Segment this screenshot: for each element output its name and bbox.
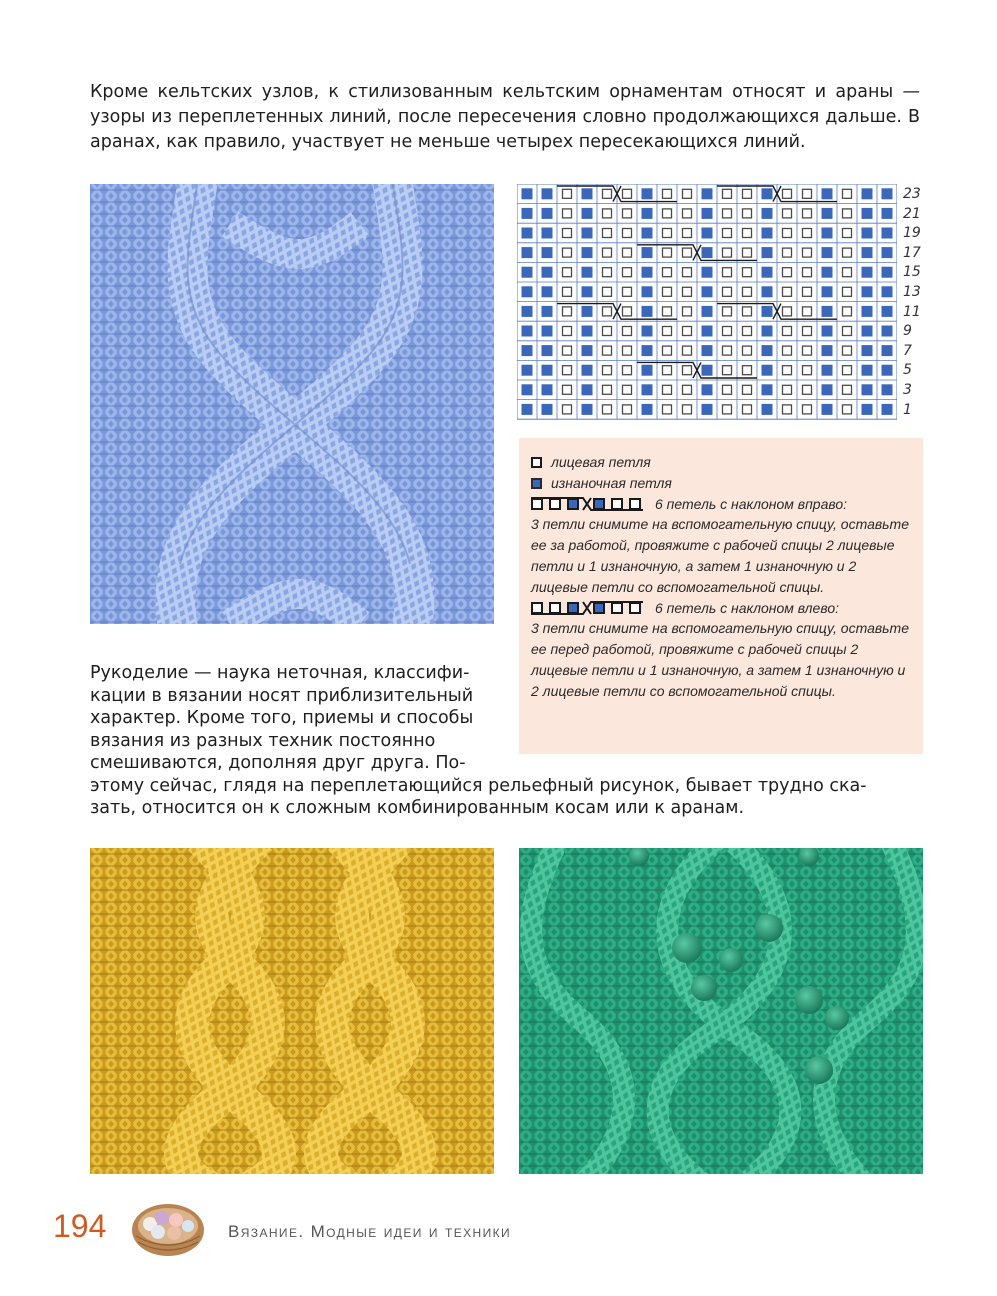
- chart-purl-cell: [822, 384, 833, 395]
- yellow-cable-knit-photo: [90, 848, 494, 1174]
- chart-purl-cell: [862, 365, 873, 376]
- chart-purl-cell: [642, 326, 653, 337]
- chart-purl-cell: [542, 326, 553, 337]
- chart-knit-cell: [563, 346, 572, 355]
- chart-purl-cell: [522, 188, 533, 199]
- chart-purl-cell: [642, 404, 653, 415]
- chart-purl-cell: [542, 306, 553, 317]
- chart-knit-cell: [843, 307, 852, 316]
- chart-purl-cell: [542, 404, 553, 415]
- chart-knit-cell: [623, 366, 632, 375]
- chart-knit-cell: [663, 268, 672, 277]
- chart-knit-cell: [603, 209, 612, 218]
- chart-knit-cell: [683, 366, 692, 375]
- chart-knit-cell: [623, 405, 632, 414]
- chart-purl-cell: [702, 188, 713, 199]
- chart-knit-cell: [683, 287, 692, 296]
- chart-purl-cell: [862, 247, 873, 258]
- chart-knit-cell: [563, 209, 572, 218]
- intro-paragraph: Кроме кельтских узлов, к стилизованным кельтским орнаментам относят и араны — узоры из переплетенных линий, после пересечения словно продолжающихся дальше. В аранах, как правило, участвует не меньше четырех пересекающихся линий.: [90, 82, 920, 152]
- chart-purl-cell: [702, 228, 713, 239]
- chart-knit-cell: [843, 327, 852, 336]
- chart-knit-cell: [723, 229, 732, 238]
- chart-knit-cell: [723, 327, 732, 336]
- chart-row-number: 21: [903, 205, 921, 222]
- chart-knit-cell: [743, 366, 752, 375]
- chart-knit-cell: [743, 209, 752, 218]
- chart-purl-cell: [862, 188, 873, 199]
- blue-aran-knit-photo: [90, 184, 494, 624]
- chart-purl-cell: [762, 267, 773, 278]
- chart-knit-cell: [723, 346, 732, 355]
- chart-purl-cell: [862, 345, 873, 356]
- chart-knit-cell: [603, 189, 612, 198]
- chart-knit-cell: [783, 248, 792, 257]
- chart-purl-cell: [882, 384, 893, 395]
- chart-knit-cell: [663, 229, 672, 238]
- chart-purl-cell: [642, 306, 653, 317]
- chart-purl-cell: [762, 228, 773, 239]
- chart-knit-cell: [743, 229, 752, 238]
- chart-knit-cell: [603, 248, 612, 257]
- chart-knit-cell: [783, 189, 792, 198]
- page-number: 194: [53, 1208, 107, 1244]
- chart-purl-cell: [862, 267, 873, 278]
- chart-knit-cell: [563, 307, 572, 316]
- chart-knit-cell: [723, 209, 732, 218]
- chart-knit-cell: [783, 268, 792, 277]
- chart-knit-cell: [683, 327, 692, 336]
- chart-knit-cell: [843, 385, 852, 394]
- chart-purl-cell: [862, 404, 873, 415]
- chart-knit-cell: [563, 405, 572, 414]
- chart-purl-cell: [582, 228, 593, 239]
- chart-row-number: 17: [903, 244, 921, 261]
- chart-row-number: 13: [903, 284, 921, 300]
- chart-purl-cell: [882, 228, 893, 239]
- chart-purl-cell: [642, 228, 653, 239]
- chart-purl-cell: [762, 345, 773, 356]
- chart-purl-cell: [702, 208, 713, 219]
- chart-purl-cell: [822, 188, 833, 199]
- chart-knit-cell: [683, 229, 692, 238]
- chart-purl-cell: [882, 267, 893, 278]
- right-cross-description: 3 петли снимите на вспомогательную спицу, оставьте ее за работой, провяжите с рабочей спицы 2 лицевые петли и 1 изнаночную, а затем 1 изнаночную и 2 лицевые петли со вспомогательной спицы.: [531, 516, 909, 595]
- chart-knit-cell: [663, 405, 672, 414]
- chart-knit-cell: [563, 366, 572, 375]
- chart-knit-cell: [783, 307, 792, 316]
- chart-knit-cell: [623, 229, 632, 238]
- chart-purl-cell: [582, 365, 593, 376]
- left-cross-label: 6 петель с наклоном влево:: [655, 599, 839, 616]
- chart-purl-cell: [882, 247, 893, 258]
- chart-purl-cell: [582, 247, 593, 258]
- chart-knit-cell: [803, 229, 812, 238]
- chart-purl-cell: [762, 286, 773, 297]
- chart-row-number: 5: [903, 362, 912, 379]
- chart-row-number: 9: [903, 323, 912, 340]
- body-line: кации в вязании носят приблизительный: [90, 685, 474, 706]
- chart-grid: [517, 184, 897, 420]
- chart-knit-cell: [803, 209, 812, 218]
- chart-purl-cell: [522, 306, 533, 317]
- chart-knit-cell: [563, 189, 572, 198]
- chart-knit-cell: [603, 287, 612, 296]
- chart-knit-cell: [783, 209, 792, 218]
- chart-knit-cell: [623, 248, 632, 257]
- chart-purl-cell: [702, 345, 713, 356]
- chart-purl-cell: [702, 404, 713, 415]
- chart-knit-cell: [563, 385, 572, 394]
- chart-purl-cell: [702, 306, 713, 317]
- chart-purl-cell: [522, 208, 533, 219]
- chart-knit-cell: [743, 405, 752, 414]
- chart-purl-cell: [522, 384, 533, 395]
- chart-knit-cell: [603, 405, 612, 414]
- knit-stitch-symbol-icon: [531, 457, 542, 468]
- chart-row-number: 15: [903, 264, 921, 281]
- chart-purl-cell: [702, 365, 713, 376]
- chart-purl-cell: [522, 326, 533, 337]
- chart-purl-cell: [542, 267, 553, 278]
- chart-knit-cell: [623, 327, 632, 336]
- chart-purl-cell: [702, 326, 713, 337]
- chart-knit-cell: [843, 189, 852, 198]
- chart-purl-cell: [762, 365, 773, 376]
- chart-purl-cell: [542, 228, 553, 239]
- left-cross-symbol-icon: [531, 601, 643, 615]
- body-line: этому сейчас, глядя на переплетающийся рельефный рисунок, бывает трудно ска-: [90, 775, 867, 796]
- chart-knit-cell: [603, 268, 612, 277]
- chart-purl-cell: [822, 208, 833, 219]
- chart-purl-cell: [822, 247, 833, 258]
- chart-row-number: 1: [903, 401, 912, 418]
- chart-purl-cell: [642, 286, 653, 297]
- chart-knit-cell: [623, 209, 632, 218]
- chart-purl-cell: [702, 384, 713, 395]
- chart-purl-cell: [762, 306, 773, 317]
- purl-label: изнаночная петля: [551, 474, 672, 491]
- chart-knit-cell: [783, 346, 792, 355]
- chart-knit-cell: [563, 268, 572, 277]
- chart-knit-cell: [803, 189, 812, 198]
- chart-purl-cell: [522, 247, 533, 258]
- chart-knit-cell: [663, 287, 672, 296]
- chart-purl-cell: [542, 365, 553, 376]
- body-line: характер. Кроме того, приемы и способы: [90, 708, 474, 728]
- chart-knit-cell: [623, 385, 632, 394]
- chart-purl-cell: [642, 247, 653, 258]
- chart-knit-cell: [623, 268, 632, 277]
- chart-knit-cell: [803, 268, 812, 277]
- chart-purl-cell: [642, 267, 653, 278]
- chart-knit-cell: [783, 405, 792, 414]
- chart-knit-cell: [623, 287, 632, 296]
- chart-purl-cell: [642, 384, 653, 395]
- chart-knit-cell: [563, 327, 572, 336]
- chart-purl-cell: [702, 267, 713, 278]
- chart-knit-cell: [743, 327, 752, 336]
- chart-purl-cell: [822, 345, 833, 356]
- right-cross-symbol-icon: [531, 497, 643, 511]
- chart-knit-cell: [843, 366, 852, 375]
- chart-purl-cell: [882, 365, 893, 376]
- chart-purl-cell: [882, 208, 893, 219]
- chart-purl-cell: [862, 208, 873, 219]
- chart-purl-cell: [582, 267, 593, 278]
- chart-knit-cell: [743, 189, 752, 198]
- chart-purl-cell: [582, 286, 593, 297]
- legend-left-cross: [531, 598, 913, 619]
- green-bobble-aran-photo: [519, 848, 923, 1174]
- chart-purl-cell: [522, 404, 533, 415]
- chart-knit-cell: [743, 346, 752, 355]
- chart-purl-cell: [542, 247, 553, 258]
- chart-knit-cell: [803, 385, 812, 394]
- chart-purl-cell: [522, 228, 533, 239]
- chart-row-number: 23: [903, 186, 921, 202]
- chart-knit-cell: [683, 385, 692, 394]
- chart-knit-cell: [683, 189, 692, 198]
- chart-purl-cell: [522, 267, 533, 278]
- chart-purl-cell: [642, 365, 653, 376]
- chart-knit-cell: [843, 346, 852, 355]
- chart-knit-cell: [683, 405, 692, 414]
- chart-purl-cell: [642, 208, 653, 219]
- chart-knit-cell: [683, 268, 692, 277]
- legend-purl: [531, 473, 913, 494]
- chart-purl-cell: [762, 404, 773, 415]
- chart-knit-cell: [843, 287, 852, 296]
- chart-knit-cell: [803, 287, 812, 296]
- chart-purl-cell: [882, 306, 893, 317]
- chart-knit-cell: [623, 346, 632, 355]
- chart-knit-cell: [723, 385, 732, 394]
- chart-knit-cell: [723, 405, 732, 414]
- chart-knit-cell: [743, 268, 752, 277]
- chart-purl-cell: [542, 208, 553, 219]
- chart-purl-cell: [822, 306, 833, 317]
- chart-knit-cell: [743, 287, 752, 296]
- chart-purl-cell: [582, 208, 593, 219]
- chart-knit-cell: [563, 229, 572, 238]
- chart-knit-cell: [743, 307, 752, 316]
- chart-knit-cell: [603, 346, 612, 355]
- body-paragraph: [90, 662, 867, 820]
- chart-knit-cell: [843, 405, 852, 414]
- chart-purl-cell: [582, 345, 593, 356]
- chart-knit-cell: [663, 209, 672, 218]
- chart-purl-cell: [862, 384, 873, 395]
- chart-knit-cell: [663, 385, 672, 394]
- chart-purl-cell: [582, 306, 593, 317]
- chart-knit-cell: [803, 366, 812, 375]
- chart-knit-cell: [843, 229, 852, 238]
- chart-knit-cell: [603, 307, 612, 316]
- legend-right-cross: [531, 494, 913, 515]
- chart-knit-cell: [723, 287, 732, 296]
- chart-purl-cell: [882, 404, 893, 415]
- knitting-chart: [517, 184, 927, 420]
- chart-knit-cell: [783, 287, 792, 296]
- chart-purl-cell: [822, 326, 833, 337]
- chart-knit-cell: [663, 366, 672, 375]
- body-line: вязания из разных техник постоянно: [90, 730, 436, 751]
- chart-purl-cell: [862, 306, 873, 317]
- chart-purl-cell: [882, 326, 893, 337]
- chart-purl-cell: [522, 286, 533, 297]
- chart-knit-cell: [723, 366, 732, 375]
- chart-purl-cell: [762, 188, 773, 199]
- chart-purl-cell: [862, 228, 873, 239]
- chart-row-number: 11: [903, 303, 921, 320]
- chart-purl-cell: [862, 286, 873, 297]
- chart-knit-cell: [683, 346, 692, 355]
- chart-purl-cell: [582, 404, 593, 415]
- chart-purl-cell: [522, 365, 533, 376]
- chart-row-number: 7: [903, 342, 912, 359]
- chart-purl-cell: [762, 326, 773, 337]
- chart-knit-cell: [843, 209, 852, 218]
- chart-purl-cell: [582, 188, 593, 199]
- chart-purl-cell: [822, 365, 833, 376]
- chart-knit-cell: [723, 307, 732, 316]
- chart-purl-cell: [882, 188, 893, 199]
- chart-purl-cell: [542, 384, 553, 395]
- legend-knit: [531, 452, 913, 473]
- chart-knit-cell: [623, 307, 632, 316]
- chart-purl-cell: [642, 188, 653, 199]
- chart-purl-cell: [882, 345, 893, 356]
- body-line: смешиваются, дополняя друг друга. По-: [90, 753, 466, 773]
- chart-knit-cell: [803, 248, 812, 257]
- chart-knit-cell: [683, 248, 692, 257]
- chart-row-number: 3: [903, 382, 912, 398]
- chart-purl-cell: [702, 247, 713, 258]
- chart-knit-cell: [723, 268, 732, 277]
- chart-knit-cell: [563, 287, 572, 296]
- body-line: зать, относится он к сложным комбинированным косам или к аранам.: [90, 798, 745, 818]
- chart-knit-cell: [603, 385, 612, 394]
- chart-purl-cell: [882, 286, 893, 297]
- body-line: Рукоделие — наука неточная, классифи-: [90, 663, 470, 683]
- chart-knit-cell: [803, 307, 812, 316]
- chart-knit-cell: [623, 189, 632, 198]
- chart-knit-cell: [803, 346, 812, 355]
- chart-purl-cell: [762, 384, 773, 395]
- chart-knit-cell: [683, 307, 692, 316]
- right-cross-label: 6 петель с наклоном вправо:: [655, 495, 848, 512]
- chart-knit-cell: [803, 327, 812, 336]
- chart-knit-cell: [603, 327, 612, 336]
- chart-knit-cell: [723, 248, 732, 257]
- chart-purl-cell: [822, 228, 833, 239]
- chart-row-number: 19: [903, 225, 921, 242]
- chart-knit-cell: [783, 229, 792, 238]
- chart-knit-cell: [783, 385, 792, 394]
- chart-knit-cell: [783, 366, 792, 375]
- chart-purl-cell: [542, 345, 553, 356]
- chart-purl-cell: [642, 345, 653, 356]
- chart-knit-cell: [743, 248, 752, 257]
- chart-knit-cell: [663, 307, 672, 316]
- chart-purl-cell: [762, 208, 773, 219]
- chart-knit-cell: [843, 248, 852, 257]
- chart-knit-cell: [603, 229, 612, 238]
- chart-purl-cell: [702, 286, 713, 297]
- chart-purl-cell: [582, 326, 593, 337]
- chart-knit-cell: [683, 209, 692, 218]
- chart-purl-cell: [542, 286, 553, 297]
- knit-label: лицевая петля: [551, 454, 651, 470]
- chart-knit-cell: [663, 327, 672, 336]
- chart-purl-cell: [822, 286, 833, 297]
- chart-knit-cell: [843, 268, 852, 277]
- chart-purl-cell: [522, 345, 533, 356]
- left-cross-description: 3 петли снимите на вспомогательную спицу, оставьте ее перед работой, провяжите с рабочей спицы 2 лицевые петли и 1 изнаночную, а затем 1 изнаночную и 2 лицевые петли со вспомогательной спицы.: [531, 620, 909, 699]
- chart-knit-cell: [803, 405, 812, 414]
- chart-knit-cell: [783, 327, 792, 336]
- chart-knit-cell: [743, 385, 752, 394]
- chart-purl-cell: [542, 188, 553, 199]
- chart-knit-cell: [663, 346, 672, 355]
- yarn-basket-icon: [130, 1196, 206, 1258]
- chart-knit-cell: [663, 248, 672, 257]
- chart-knit-cell: [723, 189, 732, 198]
- purl-stitch-symbol-icon: [531, 478, 542, 489]
- chart-purl-cell: [822, 267, 833, 278]
- chart-knit-cell: [563, 248, 572, 257]
- chart-purl-cell: [582, 384, 593, 395]
- book-title: Вязание. Модные идеи и техники: [228, 1222, 512, 1241]
- chart-purl-cell: [862, 326, 873, 337]
- chart-knit-cell: [603, 366, 612, 375]
- chart-purl-cell: [762, 247, 773, 258]
- chart-purl-cell: [822, 404, 833, 415]
- chart-knit-cell: [663, 189, 672, 198]
